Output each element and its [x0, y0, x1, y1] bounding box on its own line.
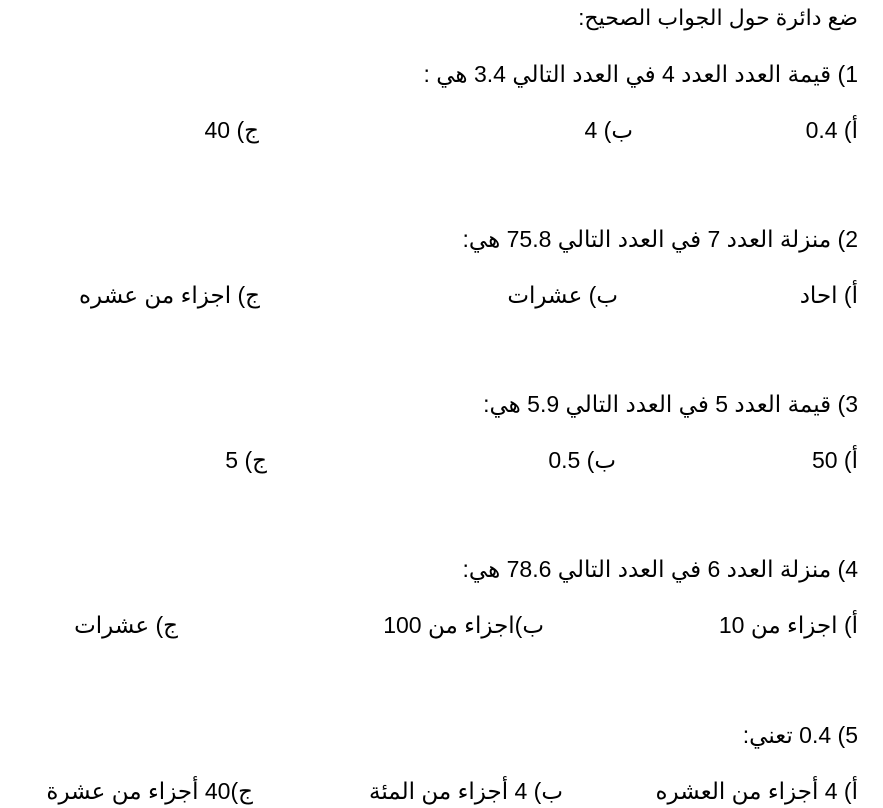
- question-4-option-b: ب)اجزاء من 100: [383, 612, 544, 638]
- instruction-text: ضع دائرة حول الجواب الصحيح:: [578, 5, 858, 30]
- question-5-option-c: ج)40 أجزاء من عشرة: [46, 778, 253, 804]
- question-4-option-c: ج) عشرات: [74, 612, 178, 638]
- question-1-option-c: ج) 40: [204, 117, 259, 143]
- question-5-text: 5) 0.4 تعني:: [742, 722, 858, 748]
- question-2-text: 2) منزلة العدد 7 في العدد التالي 75.8 هي:: [462, 226, 858, 252]
- question-1-option-a: أ) 0.4: [805, 117, 858, 143]
- question-1-text: 1) قيمة العدد العدد 4 في العدد التالي 3.4 هي :: [423, 61, 858, 87]
- question-3-option-b: ب) 0.5: [548, 447, 616, 473]
- question-2-option-c: ج) اجزاء من عشره: [79, 282, 260, 308]
- question-4-option-a: أ) اجزاء من 10: [718, 612, 858, 638]
- question-5-option-b: ب) 4 أجزاء من المئة: [369, 778, 563, 804]
- question-2-option-b: ب) عشرات: [507, 282, 618, 308]
- question-3-option-c: ج) 5: [225, 447, 267, 473]
- question-3-option-a: أ) 50: [811, 447, 858, 473]
- question-1-option-b: ب) 4: [584, 117, 633, 143]
- question-5-option-a: أ) 4 أجزاء من العشره: [655, 778, 858, 804]
- question-2-option-a: أ) احاد: [799, 282, 858, 308]
- question-3-text: 3) قيمة العدد 5 في العدد التالي 5.9 هي:: [483, 391, 858, 417]
- question-4-text: 4) منزلة العدد 6 في العدد التالي 78.6 هي:: [462, 556, 858, 582]
